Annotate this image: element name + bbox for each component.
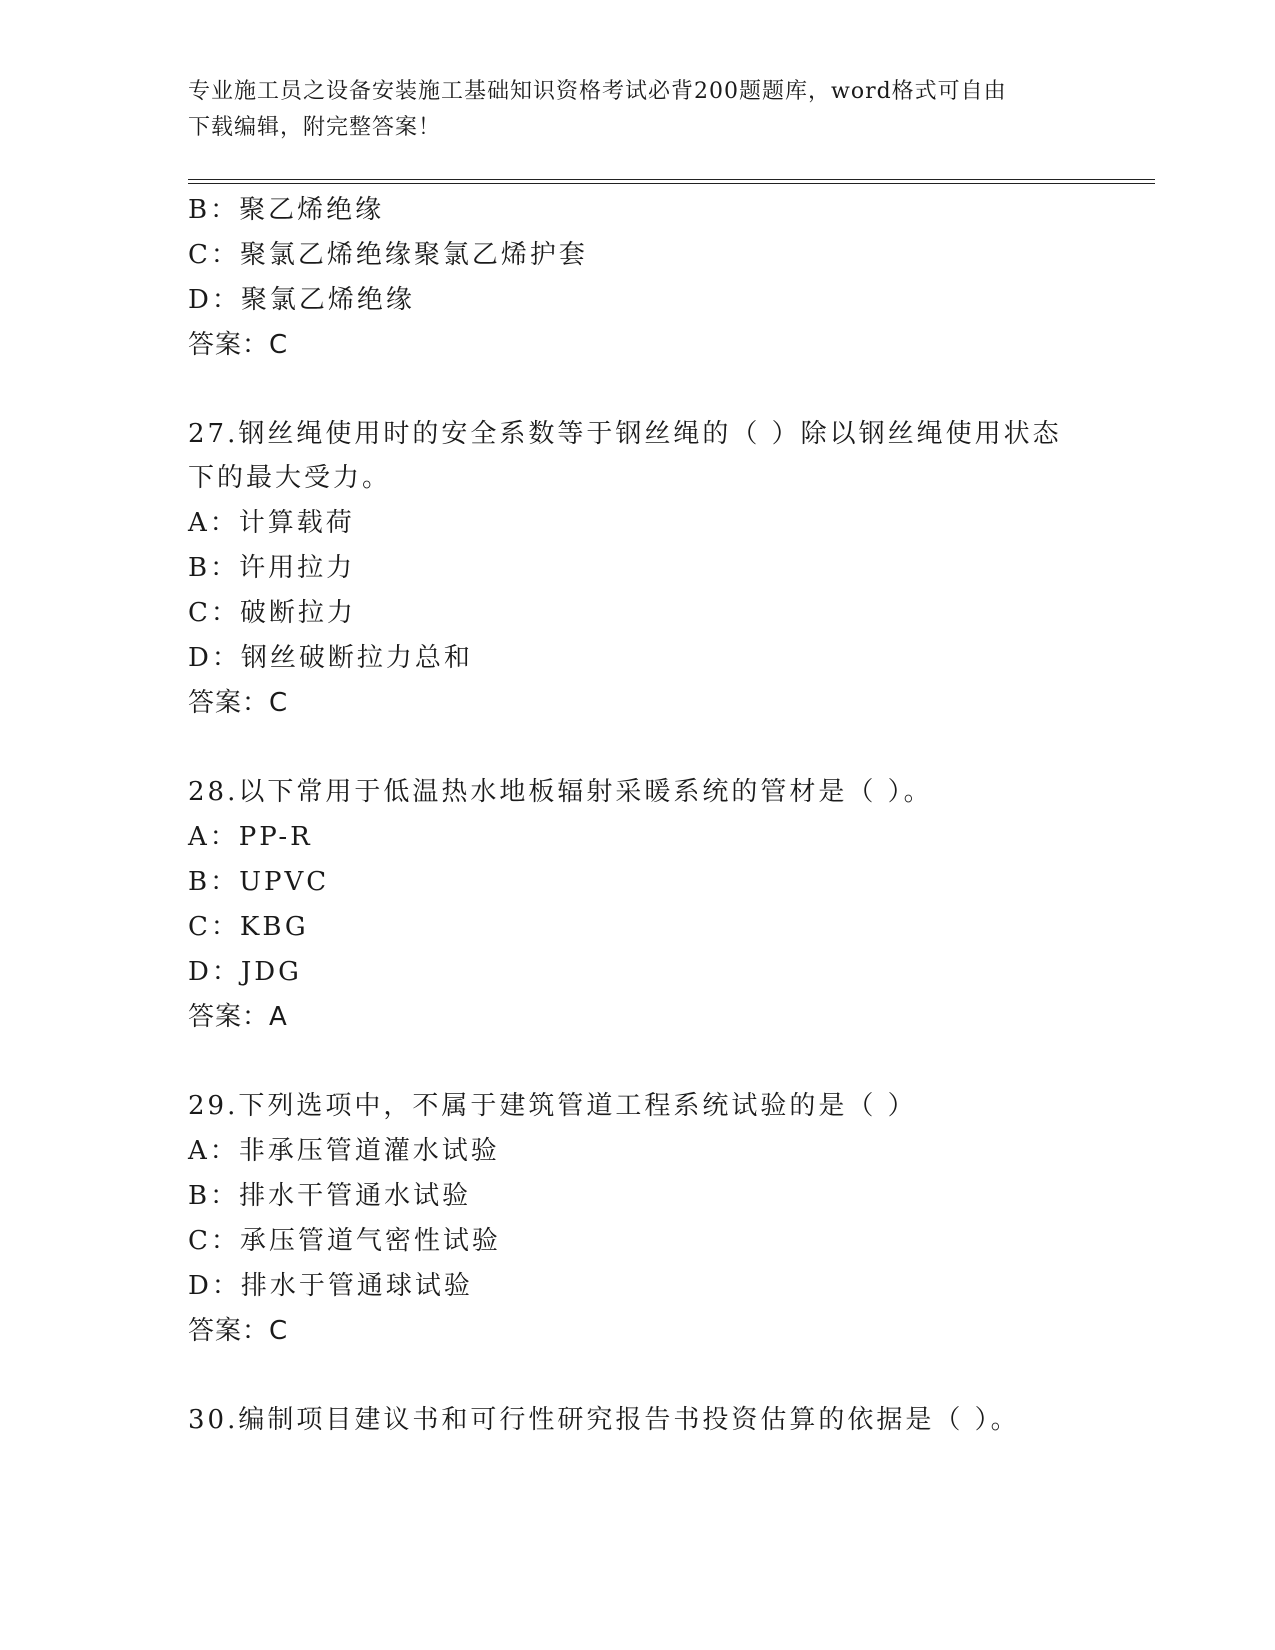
q29-answer: 答案：C — [188, 1316, 289, 1346]
q28-stem: 28.以下常用于低温热水地板辐射采暖系统的管材是（ ）。 — [188, 777, 933, 807]
q29-option-a: A：非承压管道灌水试验 — [188, 1136, 500, 1166]
q28-option-b: B：UPVC — [188, 867, 330, 897]
q27-stem-line-1: 27.钢丝绳使用时的安全系数等于钢丝绳的（ ）除以钢丝绳使用状态 — [188, 419, 1062, 449]
q27-option-a: A：计算载荷 — [188, 508, 355, 538]
header-divider-bottom — [188, 183, 1155, 184]
document-header — [188, 74, 1068, 146]
q29-option-d: D：排水于管通球试验 — [188, 1271, 473, 1301]
q29-stem: 29.下列选项中，不属于建筑管道工程系统试验的是（ ） — [188, 1091, 917, 1121]
q28-answer: 答案：A — [188, 1002, 288, 1032]
q26-option-c: C：聚氯乙烯绝缘聚氯乙烯护套 — [188, 240, 588, 270]
q29-option-b: B：排水干管通水试验 — [188, 1181, 472, 1211]
q26-answer: 答案：C — [188, 330, 289, 360]
q26-option-d: D：聚氯乙烯绝缘 — [188, 285, 415, 315]
q26-option-b: B：聚乙烯绝缘 — [188, 195, 385, 225]
q28-option-c: C：KBG — [188, 912, 309, 942]
q27-option-b: B：许用拉力 — [188, 553, 356, 583]
q28-option-d: D：JDG — [188, 957, 302, 987]
q27-option-c: C：破断拉力 — [188, 598, 356, 628]
q29-option-c: C：承压管道气密性试验 — [188, 1226, 501, 1256]
header-line-1: 专业施工员之设备安装施工基础知识资格考试必背200题题库，word格式可自由 — [188, 79, 1007, 104]
q27-option-d: D：钢丝破断拉力总和 — [188, 643, 473, 673]
header-divider-top — [188, 179, 1155, 180]
header-line-2: 下载编辑，附完整答案！ — [188, 115, 442, 140]
q30-stem: 30.编制项目建议书和可行性研究报告书投资估算的依据是（ ）。 — [188, 1405, 1020, 1435]
q27-answer: 答案：C — [188, 688, 289, 718]
q28-option-a: A：PP-R — [188, 822, 313, 852]
q27-stem-line-2: 下的最大受力。 — [188, 463, 392, 493]
